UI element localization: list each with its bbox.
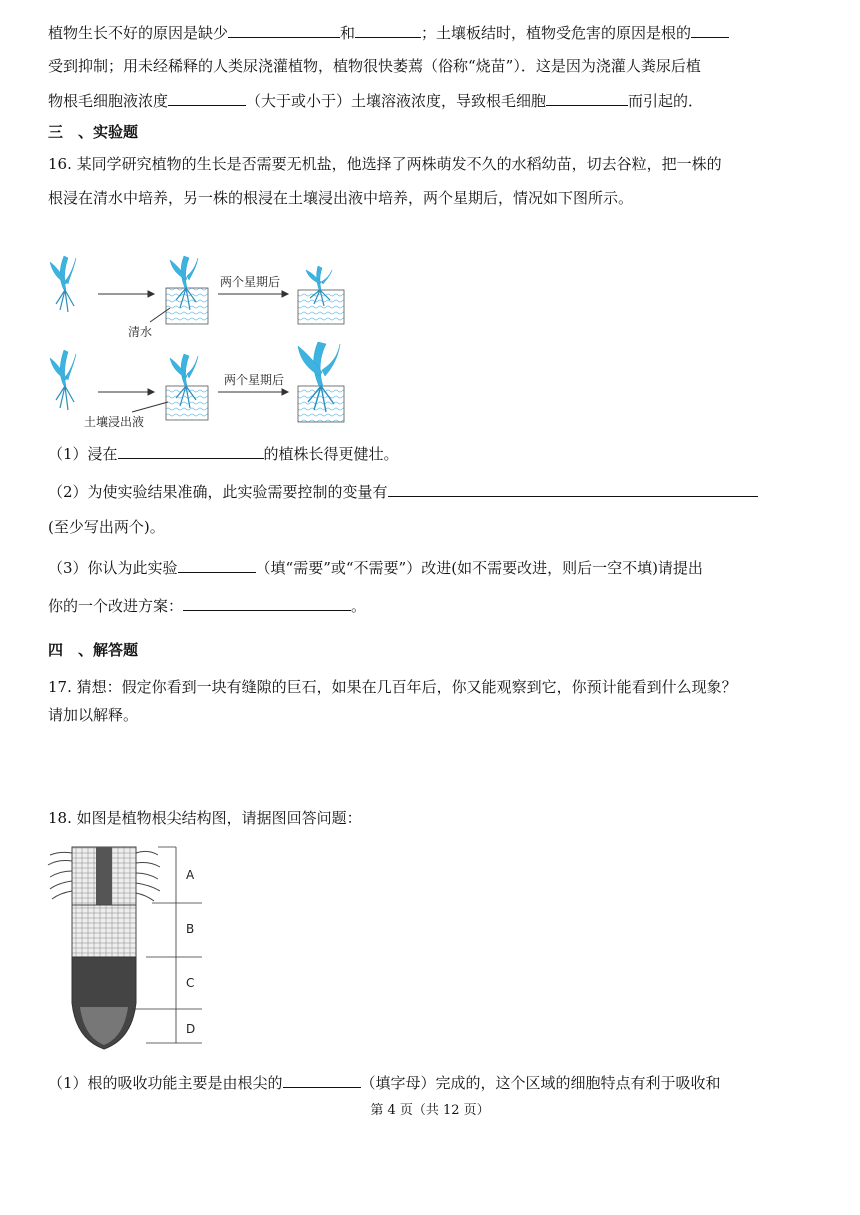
text-line: 植物生长不好的原因是缺少 和 ；土壤板结时，植物受危害的原因是根的 bbox=[48, 22, 729, 43]
root-tip-figure bbox=[46, 843, 206, 1053]
zone-label-b: B bbox=[186, 922, 195, 936]
label-water: 清水 bbox=[128, 325, 153, 339]
sub-question-3-cont: 你的一个改进方案： 。 bbox=[48, 597, 367, 615]
seedling-experiment-figure bbox=[46, 250, 366, 430]
answer-blank[interactable] bbox=[388, 481, 758, 497]
seedling-icon bbox=[50, 256, 76, 312]
page-footer: 第 4 页（共 12 页） bbox=[370, 1103, 490, 1118]
answer-blank[interactable] bbox=[183, 595, 351, 611]
question-18-line1: 18. 如图是植物根尖结构图，请据图回答问题： bbox=[48, 809, 362, 827]
answer-blank[interactable] bbox=[546, 90, 628, 106]
answer-blank[interactable] bbox=[355, 22, 421, 38]
question-16-line1: 16. 某同学研究植物的生长是否需要无机盐，他选择了两株萌发不久的水稻幼苗，切去谷粒，把一株的 bbox=[48, 155, 722, 173]
section-heading: 三 、实验题 bbox=[48, 123, 139, 141]
label-soil: 土壤浸出液 bbox=[84, 415, 145, 429]
sub-question-3: （3）你认为此实验 （填“需要”或“不需要”）改进(如不需要改进，则后一空不填)请提出 bbox=[48, 559, 703, 577]
section-heading: 四 、解答题 bbox=[48, 641, 139, 659]
answer-blank[interactable] bbox=[178, 557, 256, 573]
sub-question-1: （1）浸在 的植株长得更健壮。 bbox=[48, 445, 399, 463]
sub-question-2: （2）为使实验结果准确，此实验需要控制的变量有 bbox=[48, 481, 758, 502]
answer-blank[interactable] bbox=[283, 1072, 361, 1088]
question-17-line2: 请加以解释。 bbox=[48, 706, 139, 724]
label-weeks-top: 两个星期后 bbox=[220, 275, 281, 289]
zone-label-d: D bbox=[186, 1022, 196, 1036]
zone-label-a: A bbox=[186, 868, 195, 882]
text-line: 物根毛细胞液浓度 （大于或小于）土壤溶液浓度，导致根毛细胞 而引起的． bbox=[48, 92, 704, 110]
answer-blank[interactable] bbox=[118, 443, 264, 459]
question-16-line2: 根浸在清水中培养，另一株的根浸在土壤浸出液中培养，两个星期后，情况如下图所示。 bbox=[48, 189, 634, 207]
zone-label-c: C bbox=[186, 976, 195, 990]
label-weeks-bottom: 两个星期后 bbox=[224, 373, 285, 387]
sub-question-2-cont: (至少写出两个)。 bbox=[48, 518, 165, 536]
answer-blank[interactable] bbox=[228, 22, 340, 38]
question-18-sub1: （1）根的吸收功能主要是由根尖的 （填字母）完成的，这个区域的细胞特点有利于吸收和 bbox=[48, 1074, 721, 1092]
answer-blank[interactable] bbox=[691, 22, 729, 38]
text-line: 受到抑制；用未经稀释的人类尿浇灌植物，植物很快萎蔫（俗称“烧苗”）．这是因为浇灌人粪尿后植 bbox=[48, 57, 701, 75]
question-17-line1: 17. 猜想：假定你看到一块有缝隙的巨石，如果在几百年后，你又能观察到它，你预计能看到什么现象？ bbox=[48, 678, 737, 696]
answer-blank[interactable] bbox=[168, 90, 246, 106]
